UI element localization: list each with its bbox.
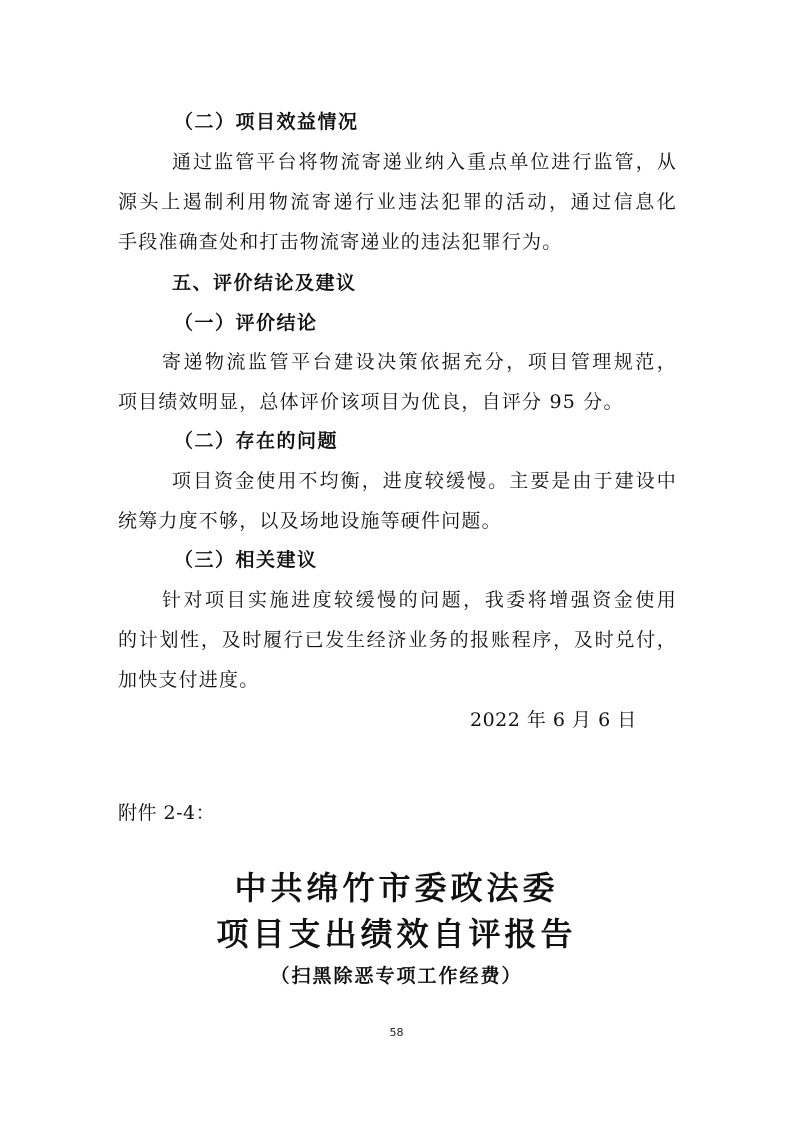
report-subtitle: （扫黑除恶专项工作经费） [270, 965, 523, 987]
paragraph-line: 源头上遏制利用物流寄递行业违法犯罪的活动，通过信息化 [118, 191, 677, 213]
report-title-line1: 中共绵竹市委政法委 [234, 869, 559, 907]
paragraph-line: 手段准确查处和打击物流寄递业的违法犯罪行为。 [118, 231, 563, 253]
paragraph-line: 寄递物流监管平台建设决策依据充分，项目管理规范， [162, 351, 677, 373]
paragraph-line: 加快支付进度。 [118, 669, 260, 691]
paragraph-line: 统筹力度不够，以及场地设施等硬件问题。 [118, 510, 502, 532]
section-heading-conclusion: （一）评价结论 [174, 312, 318, 334]
paragraph-line: 通过监管平台将物流寄递业纳入重点单位进行监管，从 [172, 151, 677, 173]
section-heading-problems: （二）存在的问题 [174, 430, 339, 452]
page-number: 58 [389, 1026, 404, 1039]
paragraph-line: 的计划性，及时履行已发生经济业务的报账程序，及时兑付， [118, 629, 677, 651]
section-heading-suggestions: （三）相关建议 [174, 549, 318, 571]
paragraph-line: 针对项目实施进度较缓慢的问题，我委将增强资金使用 [162, 589, 677, 611]
report-title-line2: 项目支出绩效自评报告 [216, 915, 577, 953]
section-heading-five: 五、评价结论及建议 [172, 272, 357, 294]
attachment-label: 附件 2-4： [118, 802, 216, 824]
section-heading-benefits: （二）项目效益情况 [174, 111, 359, 133]
paragraph-line: 项目绩效明显，总体评价该项目为优良，自评分 95 分。 [118, 391, 624, 413]
paragraph-line: 项目资金使用不均衡，进度较缓慢。主要是由于建设中 [172, 470, 677, 492]
document-date: 2022 年 6 月 6 日 [470, 709, 637, 731]
